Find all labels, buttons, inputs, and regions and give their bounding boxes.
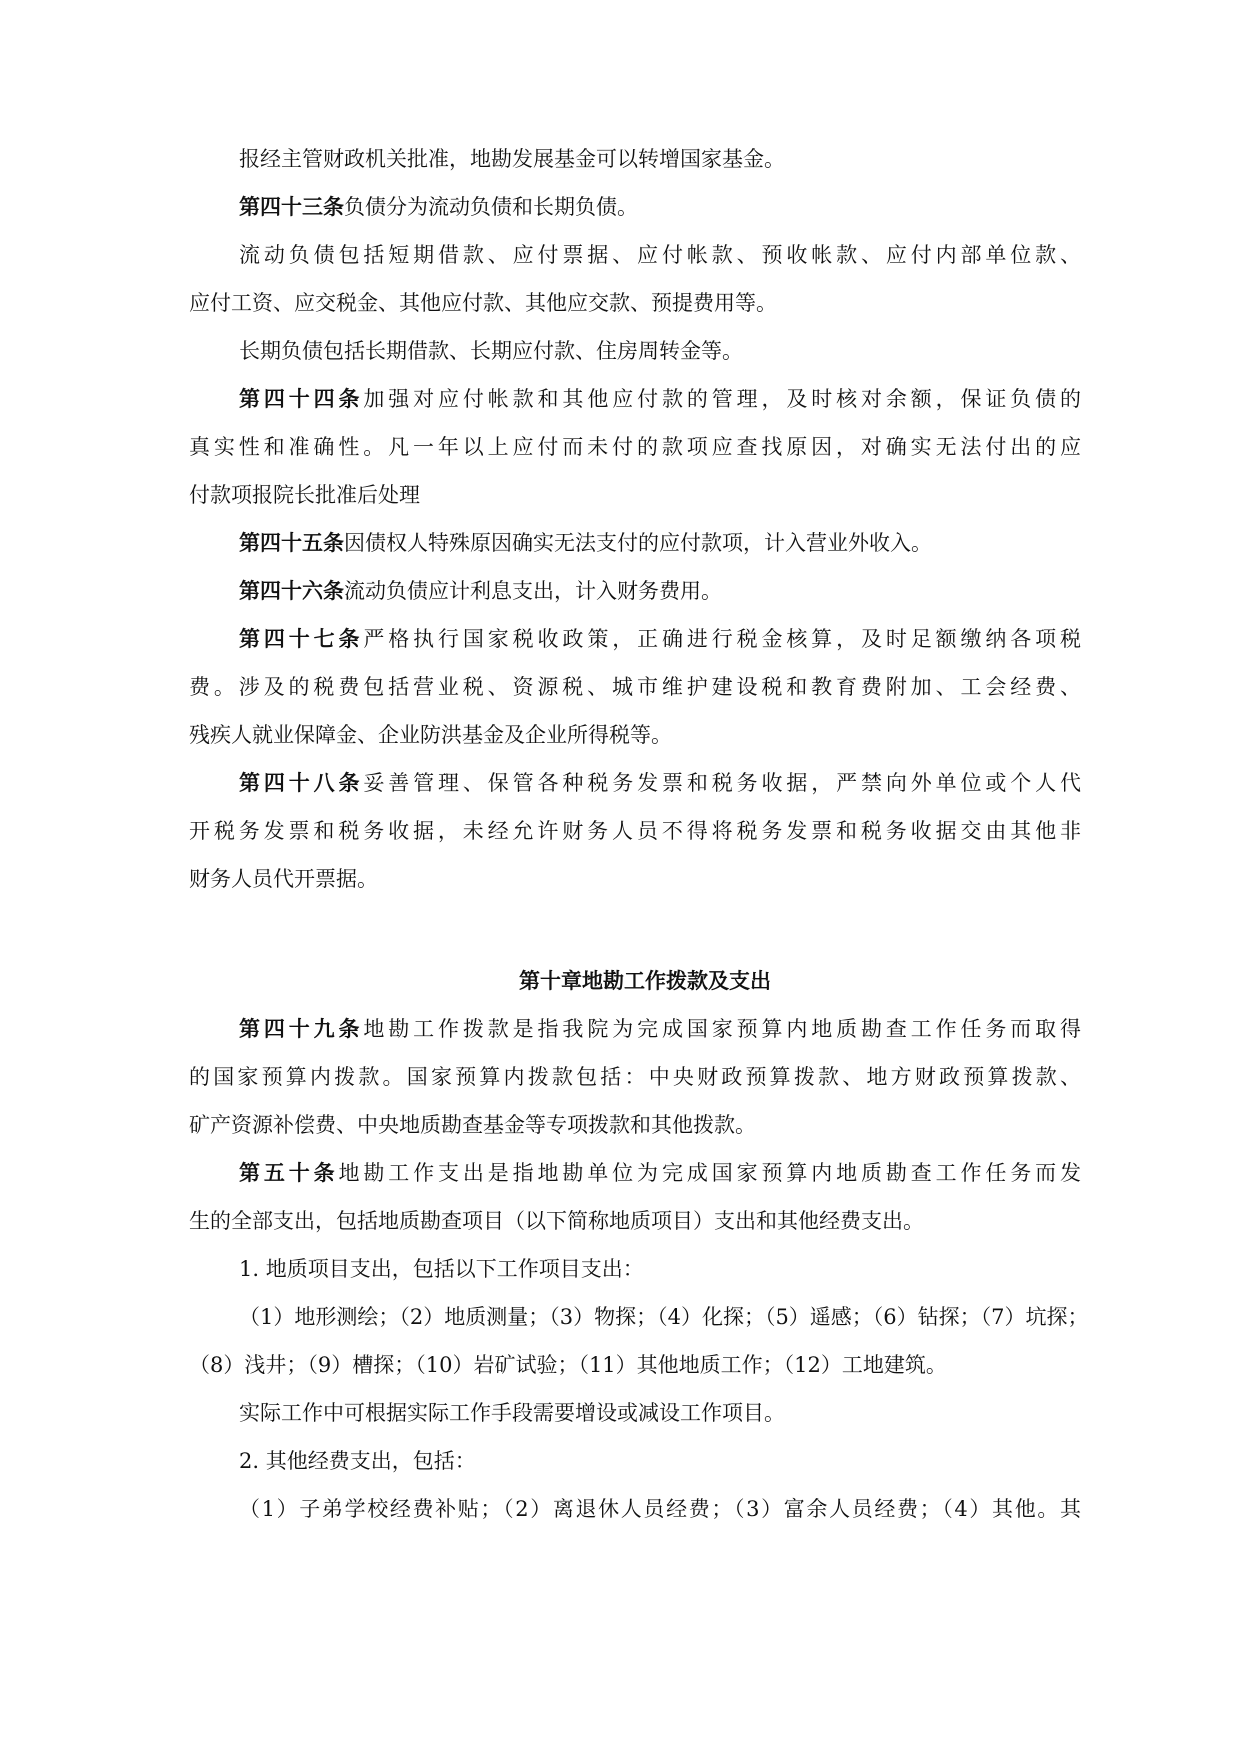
list-item-1: 1. 地质项目支出，包括以下工作项目支出：	[239, 1257, 644, 1281]
list-item-1-subitems-line-2: （8）浅井；（9）槽探；（10）岩矿试验；（11）其他地质工作；（12）工地建筑。	[189, 1353, 947, 1377]
list-item-1-subitems-line-1: （1）地形测绘；（2）地质测量；（3）物探；（4）化探；（5）遥感；（6）钻探；（7）坑探；	[239, 1305, 1089, 1329]
list-item-2-subitems-line-1: （1）子弟学校经费补贴；（2）离退休人员经费；（3）富余人员经费；（4）其他。其	[239, 1497, 1081, 1521]
article-number: 第四十六条	[239, 578, 344, 603]
paragraph-current-liabilities-line-2: 应付工资、应交税金、其他应付款、其他应交款、预提费用等。	[189, 291, 777, 315]
article-49-line-2: 的国家预算内拨款。国家预算内拨款包括：中央财政预算拨款、地方财政预算拨款、	[189, 1065, 1081, 1089]
article-48-line-1	[189, 772, 1081, 794]
article-number: 第五十条	[239, 1160, 339, 1185]
article-number: 第四十五条	[239, 530, 344, 555]
article-text: 加强对应付帐款和其他应付款的管理，及时核对余额，保证负债的	[363, 387, 1082, 411]
article-48-line-2: 开税务发票和税务收据，未经允许财务人员不得将税务发票和税务收据交由其他非	[189, 819, 1081, 843]
paragraph-current-liabilities-line-1: 流动负债包括短期借款、应付票据、应付帐款、预收帐款、应付内部单位款、	[239, 243, 1081, 267]
article-number: 第四十四条	[239, 386, 364, 411]
article-text: 妥善管理、保管各种税务发票和税务收据，严禁向外单位或个人代	[363, 771, 1082, 795]
article-number: 第四十八条	[239, 770, 364, 795]
article-48-line-3: 财务人员代开票据。	[189, 867, 378, 891]
article-43	[189, 196, 1081, 218]
chapter-title: 第十章地勘工作拨款及支出	[519, 968, 771, 993]
list-item-2: 2. 其他经费支出，包括：	[239, 1449, 476, 1473]
article-49-line-1	[189, 1018, 1081, 1040]
article-text: 因债权人特殊原因确实无法支付的应付款项，计入营业外收入。	[344, 531, 932, 555]
article-45	[189, 532, 1081, 554]
article-47-line-2: 费。涉及的税费包括营业税、资源税、城市维护建设税和教育费附加、工会经费、	[189, 675, 1081, 699]
paragraph-actual-work: 实际工作中可根据实际工作手段需要增设或减设工作项目。	[239, 1401, 785, 1425]
article-50-line-2: 生的全部支出，包括地质勘查项目（以下简称地质项目）支出和其他经费支出。	[189, 1209, 924, 1233]
article-44-line-3: 付款项报院长批准后处理	[189, 483, 420, 507]
article-text: 地勘工作拨款是指我院为完成国家预算内地质勘查工作任务而取得	[363, 1017, 1082, 1041]
article-number: 第四十九条	[239, 1016, 364, 1041]
article-text: 地勘工作支出是指地勘单位为完成国家预算内地质勘查工作任务而发	[338, 1161, 1081, 1185]
article-46	[189, 580, 1081, 602]
paragraph-continuation: 报经主管财政机关批准，地勘发展基金可以转增国家基金。	[239, 147, 785, 171]
article-text: 流动负债应计利息支出，计入财务费用。	[344, 579, 722, 603]
article-text: 严格执行国家税收政策，正确进行税金核算，及时足额缴纳各项税	[363, 627, 1082, 651]
article-47-line-3: 残疾人就业保障金、企业防洪基金及企业所得税等。	[189, 723, 672, 747]
paragraph-long-term-liabilities: 长期负债包括长期借款、长期应付款、住房周转金等。	[239, 339, 743, 363]
article-text: 负债分为流动负债和长期负债。	[344, 195, 638, 219]
article-44-line-2: 真实性和准确性。凡一年以上应付而未付的款项应查找原因，对确实无法付出的应	[189, 435, 1081, 459]
article-number: 第四十七条	[239, 626, 364, 651]
document-page	[189, 147, 1089, 1521]
article-49-line-3: 矿产资源补偿费、中央地质勘查基金等专项拨款和其他拨款。	[189, 1113, 756, 1137]
article-44-line-1	[189, 388, 1081, 410]
article-47-line-1	[189, 628, 1081, 650]
article-number: 第四十三条	[239, 194, 344, 219]
article-50-line-1	[189, 1162, 1081, 1184]
